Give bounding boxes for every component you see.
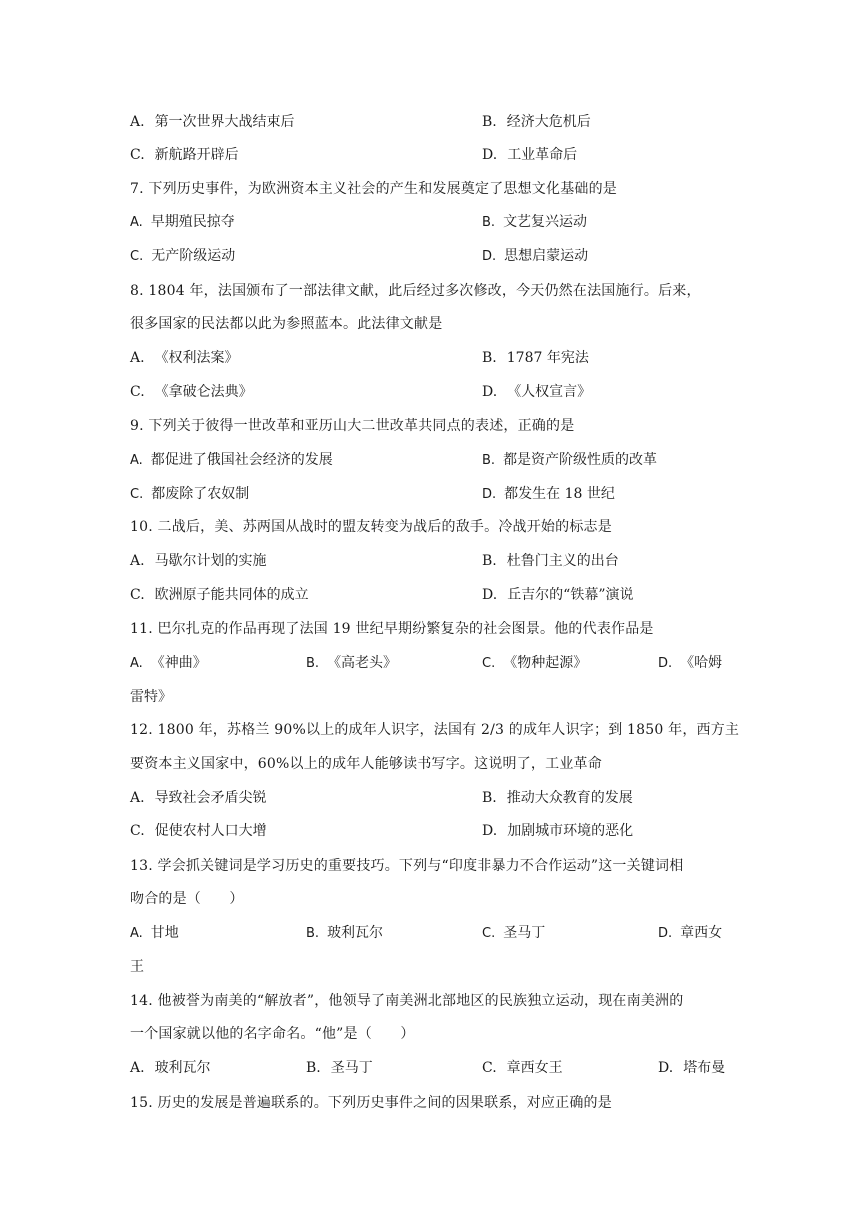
option-label: C. — [482, 1060, 497, 1076]
option-label: B. — [306, 926, 320, 941]
option-label: C. — [130, 487, 144, 502]
option-text: 无产阶级运动 — [151, 248, 236, 264]
option-text: 经济大危机后 — [506, 114, 591, 130]
option-label: B. — [482, 350, 497, 366]
option-text: 《哈姆 — [680, 655, 723, 671]
option-label: A. — [130, 350, 145, 366]
option-text: 《权利法案》 — [154, 350, 239, 366]
q11-option-b — [306, 653, 397, 674]
option-text: 玻利瓦尔 — [154, 1060, 211, 1076]
option-text: 《物种起源》 — [503, 655, 588, 671]
option-label: B. — [482, 553, 497, 569]
option-text: 第一次世界大战结束后 — [154, 114, 295, 130]
q11-option-d — [658, 653, 722, 674]
option-label: B. — [482, 453, 496, 468]
option-text: 促使农村人口大增 — [154, 823, 267, 839]
option-text: 新航路开辟后 — [154, 147, 239, 163]
option-text: 都发生在 18 世纪 — [504, 486, 615, 502]
option-text: 都是资产阶级性质的改革 — [503, 452, 658, 468]
option-label: D. — [658, 1060, 674, 1076]
q12-option-c — [130, 821, 267, 841]
question-10-stem: 10. 二战后，美、苏两国从战时的盟友转变为战后的敌手。冷战开始的标志是 — [130, 519, 612, 535]
option-text: 丘吉尔的“铁幕”演说 — [507, 587, 634, 603]
option-text: 都促进了俄国社会经济的发展 — [150, 452, 333, 468]
q7-option-c — [130, 246, 235, 267]
option-label: B. — [306, 1060, 321, 1076]
q10-option-b — [482, 551, 619, 571]
q11-option-c — [482, 653, 587, 674]
option-label: B. — [482, 114, 497, 130]
option-text: 导致社会矛盾尖锐 — [154, 790, 267, 806]
question-12-stem-line2: 要资本主义国家中，60%以上的成年人能够读书写字。这说明了，工业革命 — [130, 756, 602, 772]
q14-option-b — [306, 1058, 373, 1078]
option-label: A. — [130, 926, 143, 941]
option-label: C. — [482, 656, 496, 671]
option-label: A. — [130, 553, 145, 569]
q7-option-b — [482, 212, 587, 233]
option-text: 甘地 — [150, 925, 179, 941]
question-13-stem-line1: 13. 学会抓关键词是学习历史的重要技巧。下列与“印度非暴力不合作运动”这一关键词相 — [130, 858, 684, 874]
q10-option-a — [130, 551, 267, 571]
option-label: D. — [482, 249, 497, 264]
q13-option-d-wrap: 王 — [130, 959, 144, 975]
q6-option-d — [482, 145, 577, 165]
question-8-stem-line2: 很多国家的民法都以此为参照蓝本。此法律文献是 — [130, 316, 443, 332]
q13-option-d — [658, 923, 722, 944]
option-text: 欧洲原子能共同体的成立 — [154, 587, 309, 603]
q14-option-c — [482, 1058, 563, 1078]
option-label: C. — [130, 249, 144, 264]
option-text: 思想启蒙运动 — [504, 248, 589, 264]
q9-option-c — [130, 484, 249, 505]
option-label: D. — [482, 823, 498, 839]
option-text: 杜鲁门主义的出台 — [506, 553, 619, 569]
option-text: 章西女王 — [506, 1060, 563, 1076]
option-text: 圣马丁 — [330, 1060, 373, 1076]
q6-option-c — [130, 145, 239, 165]
option-text: 《高老头》 — [327, 655, 398, 671]
q8-option-b — [482, 348, 589, 368]
q6-option-b — [482, 112, 591, 132]
q10-option-c — [130, 585, 309, 605]
q9-option-d — [482, 484, 615, 505]
question-9-stem: 9. 下列关于彼得一世改革和亚历山大二世改革共同点的表述，正确的是 — [130, 418, 575, 434]
option-text: 章西女 — [680, 925, 723, 941]
question-12-stem-line1: 12. 1800 年，苏格兰 90%以上的成年人识字，法国有 2/3 的成年人识字；到 1850 年，西方主 — [130, 722, 740, 738]
option-text: 加剧城市环境的恶化 — [507, 823, 634, 839]
q13-option-a — [130, 923, 179, 944]
option-label: D. — [482, 487, 497, 502]
q10-option-d — [482, 585, 634, 605]
q8-option-d — [482, 382, 591, 402]
q13-option-c — [482, 923, 545, 944]
option-text: 《人权宣言》 — [507, 384, 592, 400]
q9-option-a — [130, 450, 333, 471]
option-text: 塔布曼 — [683, 1060, 726, 1076]
option-text: 文艺复兴运动 — [503, 214, 588, 230]
q14-option-a — [130, 1058, 211, 1078]
option-label: B. — [482, 215, 496, 230]
option-label: C. — [130, 587, 145, 603]
q11-option-a — [130, 653, 207, 674]
q14-option-d — [658, 1058, 725, 1078]
option-label: C. — [130, 147, 145, 163]
q13-option-b — [306, 923, 383, 944]
q12-option-a — [130, 788, 267, 808]
option-label: A. — [130, 656, 143, 671]
q9-option-b — [482, 450, 657, 471]
question-14-stem-line2: 一个国家就以他的名字命名。“他”是（ ） — [130, 1026, 415, 1042]
option-text: 《拿破仑法典》 — [154, 384, 253, 400]
option-label: C. — [130, 823, 145, 839]
option-label: B. — [482, 790, 497, 806]
option-text: 玻利瓦尔 — [327, 925, 384, 941]
option-text: 《神曲》 — [150, 655, 207, 671]
option-text: 早期殖民掠夺 — [150, 214, 235, 230]
question-11-stem: 11. 巴尔扎克的作品再现了法国 19 世纪早期纷繁复杂的社会图景。他的代表作品是 — [130, 621, 654, 637]
option-label: D. — [482, 587, 498, 603]
option-text: 圣马丁 — [503, 925, 546, 941]
q8-option-c — [130, 382, 253, 402]
q7-option-d — [482, 246, 588, 267]
option-label: D. — [482, 384, 498, 400]
option-text: 推动大众教育的发展 — [506, 790, 633, 806]
option-text: 1787 年宪法 — [506, 350, 589, 366]
option-label: A. — [130, 453, 143, 468]
option-text: 都废除了农奴制 — [151, 486, 250, 502]
q6-option-a — [130, 112, 295, 132]
option-label: C. — [482, 926, 496, 941]
question-7-stem: 7. 下列历史事件，为欧洲资本主义社会的产生和发展奠定了思想文化基础的是 — [130, 181, 618, 197]
option-label: A. — [130, 114, 145, 130]
option-text: 工业革命后 — [507, 147, 578, 163]
question-13-stem-line2: 吻合的是（ ） — [130, 891, 244, 907]
q12-option-b — [482, 788, 633, 808]
q8-option-a — [130, 348, 239, 368]
option-label: A. — [130, 790, 145, 806]
question-14-stem-line1: 14. 他被誉为南美的“解放者”，他领导了南美洲北部地区的民族独立运动，现在南美洲的 — [130, 993, 684, 1009]
option-label: D. — [482, 147, 498, 163]
q7-option-a — [130, 212, 235, 233]
option-label: A. — [130, 215, 143, 230]
option-label: C. — [130, 384, 145, 400]
option-text: 马歇尔计划的实施 — [154, 553, 267, 569]
option-label: A. — [130, 1060, 145, 1076]
option-label: D. — [658, 656, 673, 671]
q11-option-d-wrap: 雷特》 — [130, 689, 172, 705]
q12-option-d — [482, 821, 633, 841]
option-label: D. — [658, 926, 673, 941]
question-15-stem: 15. 历史的发展是普遍联系的。下列历史事件之间的因果联系，对应正确的是 — [130, 1095, 612, 1111]
question-8-stem-line1: 8. 1804 年，法国颁布了一部法律文献，此后经过多次修改，今天仍然在法国施行。后来， — [130, 283, 701, 299]
option-label: B. — [306, 656, 320, 671]
